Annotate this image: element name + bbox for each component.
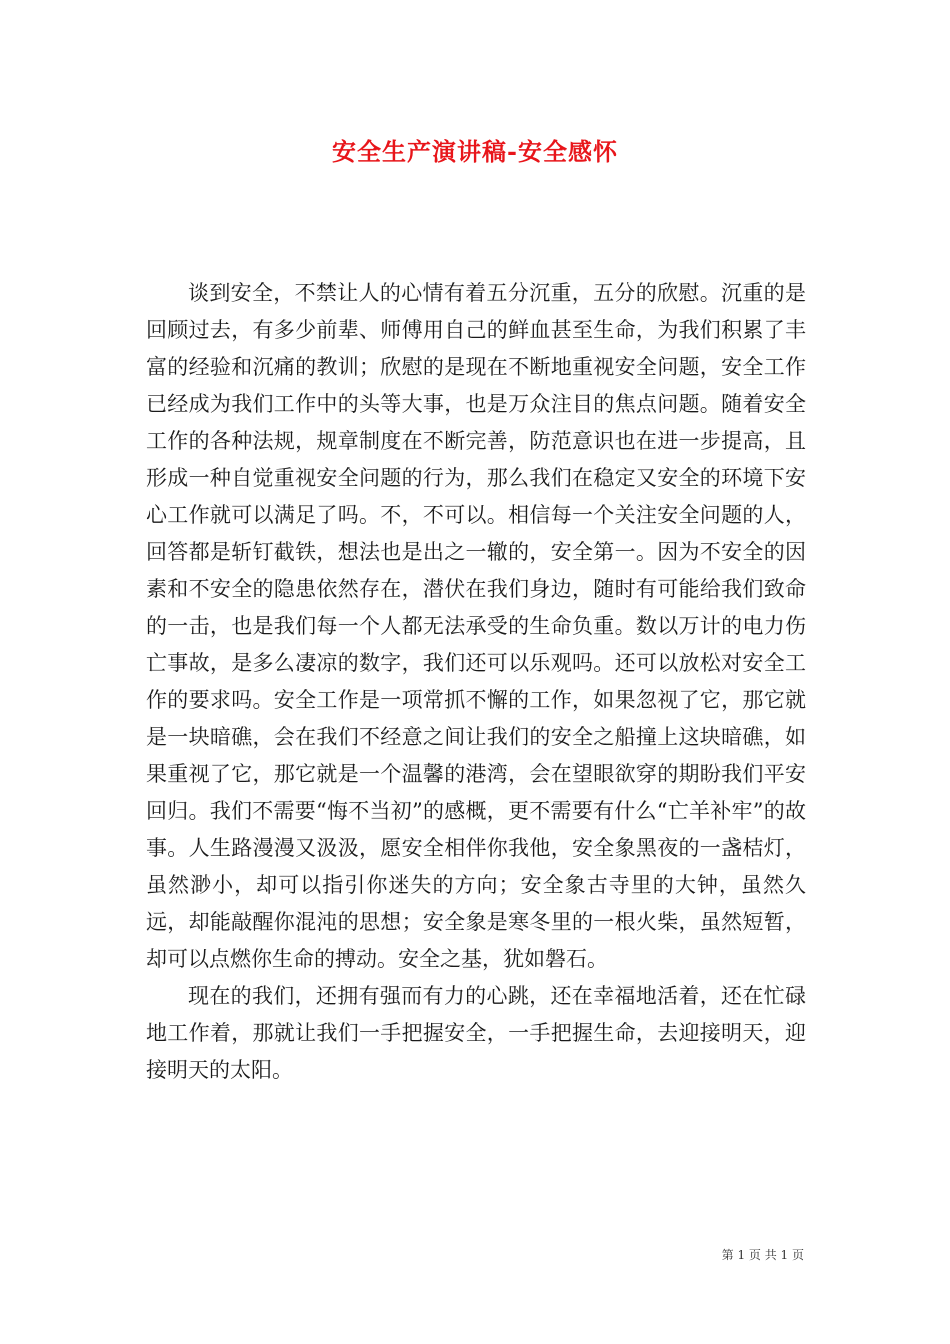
document-title: 安全生产演讲稿-安全感怀 bbox=[332, 137, 618, 166]
paragraph-1: 谈到安全，不禁让人的心情有着五分沉重，五分的欣慰。沉重的是回顾过去，有多少前辈、师傅用自己的鲜血甚至生命，为我们积累了丰富的经验和沉痛的教训；欣慰的是现在不断地重视安全问题，安全工作已经成为我们工作中的头等大事，也是万众注目的焦点问题。随着安全工作的各种法规，规章制度在不断完善，防范意识也在进一步提高，且形成一种自觉重视安全问题的行为，那么我们在稳定又安全的环境下安心工作就可以满足了吗。不，不可以。相信每一个关注安全问题的人，回答都是斩钉截铁，想法也是出之一辙的，安全第一。因为不安全的因素和不安全的隐患依然存在，潜伏在我们身边，随时有可能给我们致命的一击，也是我们每一个人都无法承受的生命负重。数以万计的电力伤亡事故，是多么凄凉的数字，我们还可以乐观吗。还可以放松对安全工作的要求吗。安全工作是一项常抓不懈的工作，如果忽视了它，那它就是一块暗礁，会在我们不经意之间让我们的安全之船撞上这块暗礁，如果重视了它，那它就是一个温馨的港湾，会在望眼欲穿的期盼我们平安回归。我们不需要“悔不当初”的感概，更不需要有什么“亡羊补牢”的故事。人生路漫漫又汲汲，愿安全相伴你我他，安全象黑夜的一盏桔灯，虽然渺小，却可以指引你迷失的方向；安全象古寺里的大钟，虽然久远，却能敲醒你混沌的思想；安全象是寒冬里的一根火柴，虽然短暂，却可以点燃你生命的搏动。安全之基，犹如磐石。 bbox=[146, 281, 806, 971]
paragraph-2: 现在的我们，还拥有强而有力的心跳，还在幸福地活着，还在忙碌地工作着，那就让我们一手把握安全，一手把握生命，去迎接明天，迎接明天的太阳。 bbox=[146, 984, 806, 1082]
document-body bbox=[146, 275, 806, 1089]
page-number: 第 1 页 共 1 页 bbox=[721, 1248, 804, 1262]
